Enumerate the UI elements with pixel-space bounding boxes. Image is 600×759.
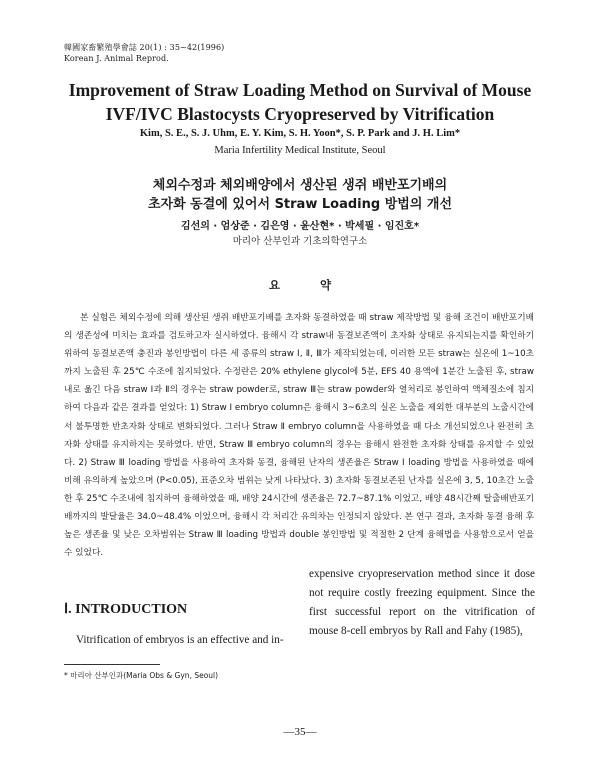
- abstract-body: 본 실험은 체외수정에 의해 생산된 생쥐 배반포기배를 초자화 동결하였을 때 straw 제작방법 및 융해 조건이 배반포기배의 생존성에 미치는 효과를 검토하고자 실시하였다. 융해시 각 straw내 동결보존액이 초자화 상태로 유지되는지를 확인하기 위하여 동결보존액 충진과 봉인방법이 다른 세 종류의 straw Ⅰ, Ⅱ, Ⅲ가 제작되었는데, 이러한 모든 straw는 실온에 1~10초까지 노출된 후 25℃ 수조에 침지되었다. 수정란은 20% ethylene glycol에 5분, EFS 40 용액에 1분간 노출된 후, straw내로 옮긴 다음 straw Ⅰ과 Ⅱ의 경우는 straw powder로, straw Ⅲ는 straw powder와 열처리로 봉인하여 액체질소에 침지하여 다음과 같은 결과를 얻었다: 1) Straw Ⅰ embryo column은 융해시 3~6초의 실온 노출을 제외한 대부분의 노출시간에서 불투명한 반초자화 상태로 변화되었다. 그러나 Straw Ⅱ embryo column을 사용하였을 때 다소 개선되었으나 완전히 초자화 상태를 유지하지는 못하였다. 반면, Straw Ⅲ embryo column의 경우는 융해시 완전한 초자화 상태를 유지할 수 있었다. 2) Straw Ⅲ loading 방법을 사용하여 초자화 동결, 융해된 난자의 생존율은 Straw Ⅰ loading 방법을 사용하였을 때에 비해 유의하게 높았으며 (P<0.05), 표준오차 범위는 낮게 나타났다. 3) 초자화 동결보존된 난자를 실온에 3, 5, 10초간 노출한 후 25℃ 수조내에 침지하여 융해하였을 때, 배양 24시간에 생존율은 72.7~87.1% 이었고, 배양 48시간째 탈출배반포기배까지의 발달율은 34.0~48.4% 이었으며, 융해시 각 처리간 유의차는 인정되지 않았다. 본 연구 결과, 초자화 동결 융해 후 높은 생존율 및 낮은 오차범위는 Straw Ⅲ loading 방법과 double 봉인방법 및 적절한 2 단계 융해법을 사용함으로서 얻을 수 있었다.: [64, 313, 534, 559]
- journal-citation-korean: 韓國家畜繁殖學會誌 20(1) : 35~42(1996): [64, 43, 225, 52]
- abstract-heading: 요 약: [268, 278, 350, 292]
- introduction-right-column: expensive cryopreservation method since it dose not require costly freezing equipment. Since the first successful report on the vitrification of mouse 8-cell embryos by Rall and Fahy (1985),: [309, 568, 535, 637]
- paper-title-line1: Improvement of Straw Loading Method on Survival of Mouse: [68, 80, 532, 100]
- journal-citation: [64, 42, 224, 64]
- introduction-left-column: Vitrification of embryos is an effective and in-: [76, 634, 284, 646]
- korean-affiliation: 마리아 산부인과 기초의학연구소: [232, 236, 368, 247]
- korean-title-line2: 초자화 동결에 있어서 Straw Loading 방법의 개선: [147, 197, 453, 212]
- page-number: —35—: [283, 726, 317, 738]
- korean-title-line1: 체외수정과 체외배양에서 생산된 생쥐 배반포기배의: [152, 178, 448, 193]
- affiliation: Maria Infertility Medical Institute, Seoul: [214, 145, 386, 156]
- paper-title-line2: IVF/IVC Blastocysts Cryopreserved by Vitrification: [105, 104, 495, 124]
- paper-title: [0, 78, 600, 126]
- author-list: Kim, S. E., S. J. Uhm, E. Y. Kim, S. H. Yoon*, S. P. Park and J. H. Lim*: [139, 128, 461, 139]
- footnote-divider: [64, 664, 160, 665]
- korean-title: [0, 176, 600, 214]
- journal-citation-english: Korean J. Animal Reprod.: [64, 54, 169, 63]
- introduction-heading: Ⅰ. INTRODUCTION: [64, 602, 188, 617]
- footnote: * 마리아 산부인과(Maria Obs & Gyn, Seoul): [64, 671, 219, 680]
- korean-author-list: 김선의 · 엄상준 · 김은영 · 윤산현* · 박세필 · 임진호*: [180, 221, 420, 232]
